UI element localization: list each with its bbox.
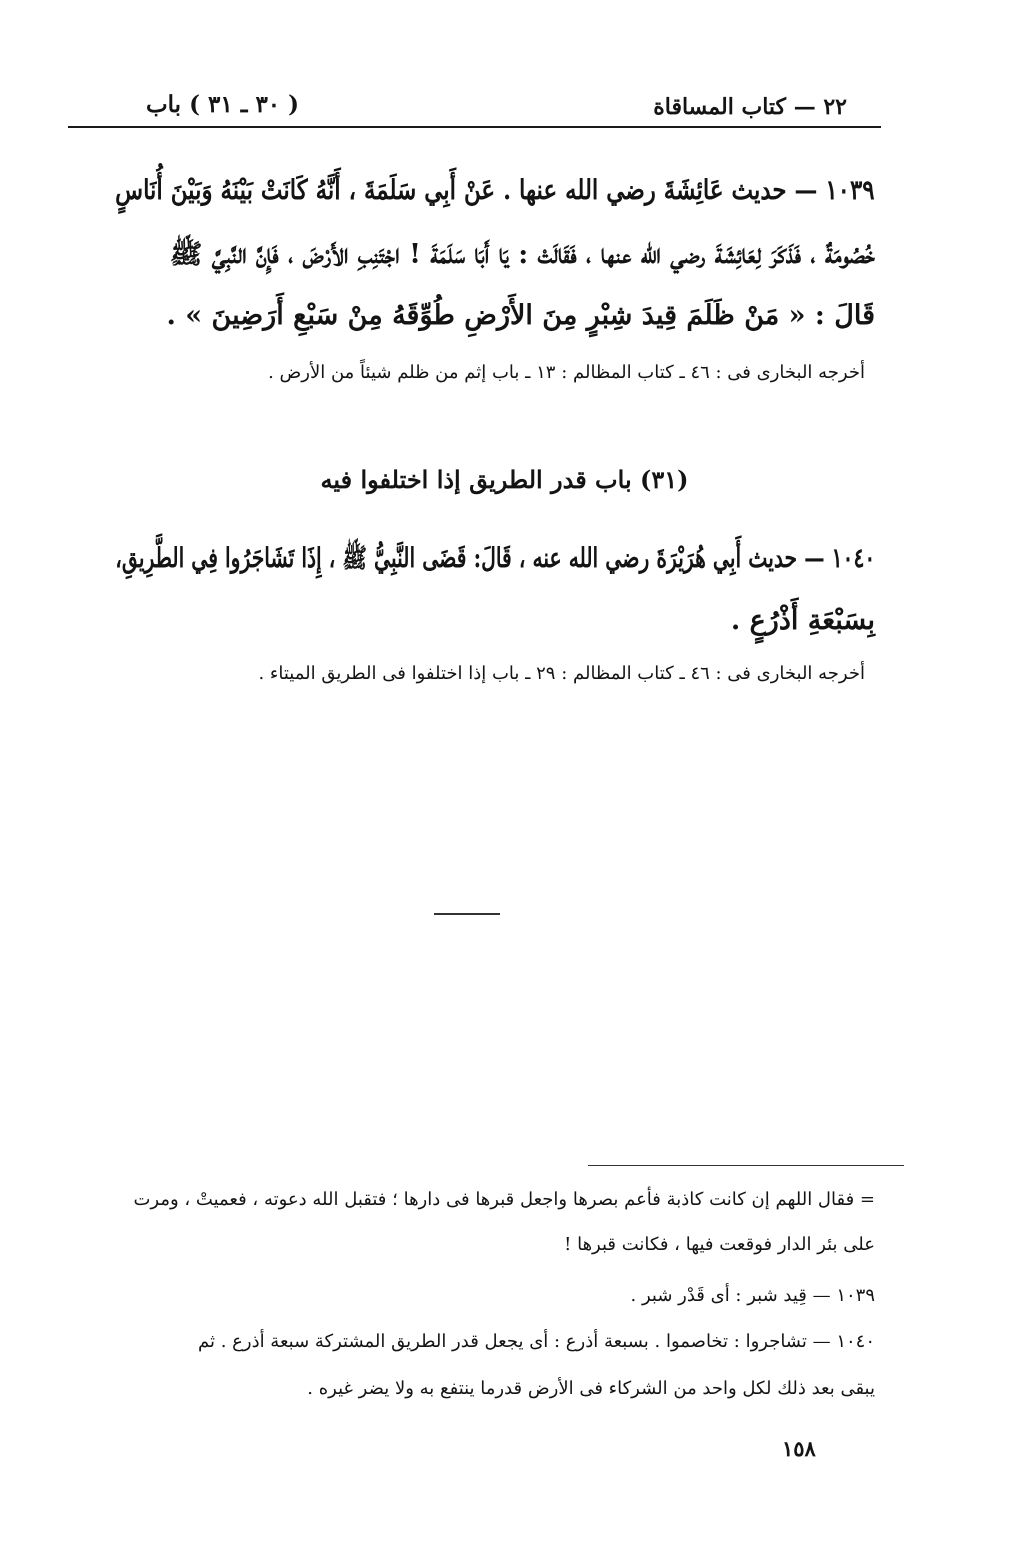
header-rule [68, 126, 881, 128]
footnote-line-5: يبقى بعد ذلك لكل واحد من الشركاء فى الأرض قدرما ينتفع به ولا يضر غيره . [307, 1378, 875, 1399]
footnote-line-3: ١٠٣٩ — قِيد شبر : أى قَدْر شبر . [630, 1285, 875, 1306]
hadith-1039-source: أخرجه البخارى فى : ٤٦ ـ كتاب المظالم : ١٣ ـ باب إثم من ظلم شيئاً من الأرض . [268, 362, 865, 383]
hadith-1039-line-2: خُصُومَةٌ ، فَذَكَرَ لِعَائِشَةَ رضي الله عنها ، فَقَالَتْ : يَا أَبَا سَلَمَةَ ! اجْتَنِبِ الأَرْضَ ، فَإِنَّ النَّبِيَّ ﷺ [169, 239, 875, 270]
section-heading-31: (٣١) باب قدر الطريق إذا اختلفوا فيه [320, 465, 689, 494]
page-number: ١٥٨ [782, 1436, 816, 1461]
hadith-1040-line-1: ١٠٤٠ — حديث أَبِي هُرَيْرَةَ رضي الله عنه ، قَالَ: قَضَى النَّبِيُّ ﷺ ، إِذَا تَشَاجَرُوا فِي الطَّرِيقِ، [114, 543, 875, 574]
footnote-line-1: = فقال اللهم إن كانت كاذبة فأعم بصرها واجعل قبرها فى دارها ؛ فتقبل الله دعوته ، فعميتْ ، ومرت [133, 1189, 875, 1210]
running-header-chapter: ( ٣٠ ـ ٣١ ) باب [146, 91, 300, 118]
running-header-book: ٢٢ — كتاب المساقاة [653, 94, 847, 120]
hadith-1040-line-2: بِسَبْعَةِ أَذْرُعٍ . [730, 605, 875, 636]
footnote-line-4: ١٠٤٠ — تشاجروا : تخاصموا . بسبعة أذرع : أى يجعل قدر الطريق المشتركة سبعة أذرع . ثم [197, 1331, 875, 1352]
footnote-line-2: على بئر الدار فوقعت فيها ، فكانت قبرها ! [564, 1234, 875, 1255]
hadith-1039-line-3: قَالَ : « مَنْ ظَلَمَ قِيدَ شِبْرٍ مِنَ الأَرْضِ طُوِّقَهُ مِنْ سَبْعِ أَرَضِينَ » . [166, 300, 875, 331]
section-end-rule [434, 913, 500, 915]
hadith-1040-source: أخرجه البخارى فى : ٤٦ ـ كتاب المظالم : ٢٩ ـ باب إذا اختلفوا فى الطريق الميتاء . [258, 663, 865, 684]
footnote-rule [588, 1165, 904, 1166]
hadith-1039-line-1: ١٠٣٩ — حديث عَائِشَةَ رضي الله عنها . عَنْ أَبِي سَلَمَةَ ، أَنَّهُ كَانَتْ بَيْنَهُ وَبَيْنَ أُنَاسٍ [115, 175, 875, 206]
